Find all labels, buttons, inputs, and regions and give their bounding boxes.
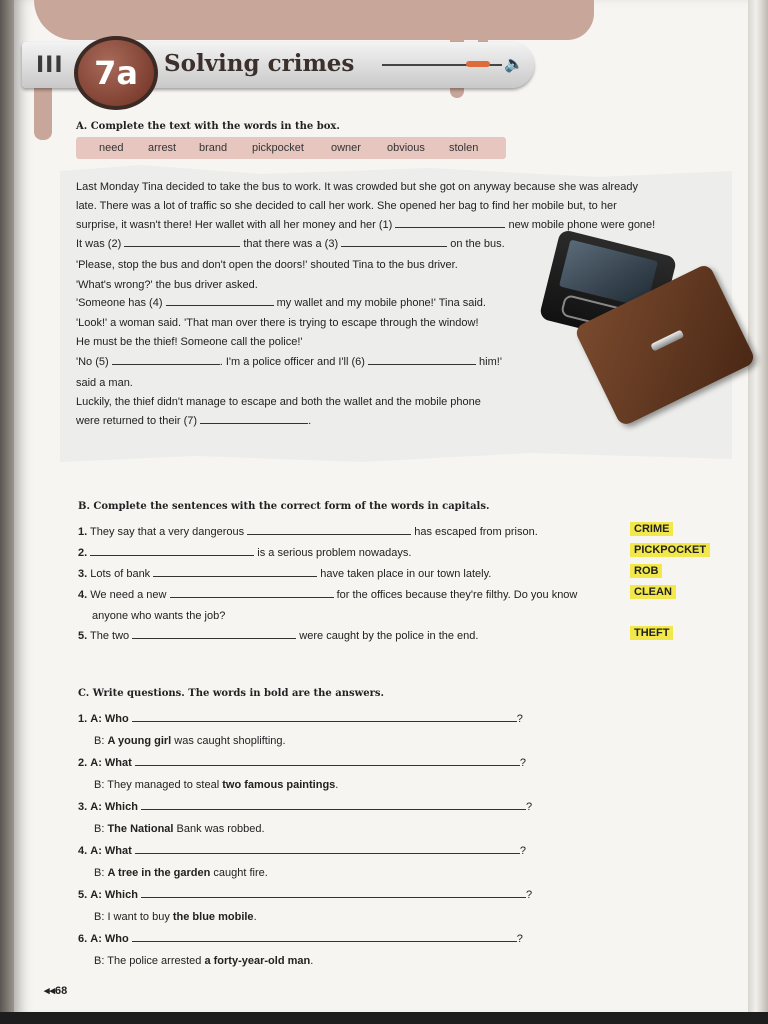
capital-word-tag: PICKPOCKET: [630, 543, 710, 557]
text-fragment: have taken place in our town lately.: [317, 568, 492, 580]
answer-text: .: [253, 911, 257, 923]
text-fragment: that there was a (3): [240, 238, 342, 250]
question-mark: ?: [525, 889, 533, 901]
answer-text: was caught shoplifting.: [171, 735, 286, 747]
back-arrows-icon: ◂◂: [44, 985, 56, 997]
text-line: 'What's wrong?' the bus driver asked.: [76, 279, 258, 291]
section-a-heading: A. Complete the text with the words in the box.: [76, 121, 340, 132]
paint-drip-decoration: [34, 0, 594, 40]
sentence-row: [78, 568, 491, 580]
text-fragment: It was (2): [76, 238, 125, 250]
text-line: He must be the thief! Someone call the police!': [76, 336, 303, 348]
page-number-text: 68: [55, 985, 68, 997]
answer-text: B: They managed to steal: [94, 779, 223, 791]
item-number: 5.: [78, 630, 88, 642]
word-box-word: need: [99, 142, 124, 154]
question-mark: ?: [516, 933, 523, 945]
speaker-a: A: Who: [90, 933, 129, 945]
item-number: 3.: [78, 801, 88, 813]
page-title: Solving crimes: [164, 50, 355, 77]
text-fragment: new mobile phone were gone!: [505, 219, 656, 231]
blank-7[interactable]: [200, 423, 308, 424]
audio-slider: [466, 61, 490, 67]
text-line: [76, 297, 486, 309]
word-box-word: brand: [199, 142, 228, 154]
item-number: 3.: [78, 568, 88, 580]
text-fragment: surprise, it wasn't there! Her wallet with all her money and her (1): [76, 219, 396, 231]
blank-2[interactable]: [124, 246, 240, 247]
question-row: [78, 713, 523, 725]
answer-bold: a forty-year-old man: [204, 955, 311, 967]
capital-word-tag: CLEAN: [630, 585, 676, 599]
answer-bold: The National: [107, 823, 174, 835]
text-fragment: 'Someone has (4): [76, 297, 166, 309]
sentence-continuation: anyone who wants the job?: [92, 610, 226, 622]
text-line: [76, 238, 505, 250]
question-row: [78, 933, 523, 945]
capital-word-tag: THEFT: [630, 626, 673, 640]
blank-1[interactable]: [395, 227, 505, 228]
question-row: [78, 801, 532, 813]
answer-text: .: [335, 779, 339, 791]
item-number: 2.: [78, 547, 88, 559]
page-edge: [748, 0, 768, 1024]
text-fragment: my wallet and my mobile phone!' Tina said.: [273, 297, 486, 309]
paint-drip-decoration: [34, 80, 52, 140]
blank-b1[interactable]: [247, 534, 411, 535]
sentence-row: [78, 630, 478, 642]
question-mark: ?: [525, 801, 533, 813]
sentence-row: [78, 547, 411, 559]
text-fragment: . I'm a police officer and I'll (6): [219, 356, 368, 368]
question-blank[interactable]: [132, 721, 517, 722]
text-fragment: We need a new: [90, 589, 170, 601]
text-fragment: for the offices because they're filthy. Do you know: [333, 589, 578, 601]
item-number: 4.: [78, 845, 88, 857]
text-line: [76, 356, 502, 368]
question-mark: ?: [516, 713, 523, 725]
blank-b5[interactable]: [132, 638, 296, 639]
capital-word-tag: CRIME: [630, 522, 673, 536]
question-mark: ?: [519, 757, 526, 769]
text-fragment: were returned to their (7): [76, 415, 201, 427]
answer-text: B:: [94, 867, 108, 879]
word-box-word: owner: [331, 142, 361, 154]
text-fragment: Lots of bank: [90, 568, 154, 580]
item-number: 4.: [78, 589, 88, 601]
answer-bold: A tree in the garden: [107, 867, 211, 879]
text-line: said a man.: [76, 377, 133, 389]
question-row: [78, 757, 526, 769]
wallet-clasp: [650, 330, 684, 352]
text-fragment: .: [308, 415, 312, 427]
page-number: [44, 984, 67, 997]
item-number: 2.: [78, 757, 88, 769]
text-fragment: him!': [476, 356, 502, 368]
question-blank[interactable]: [141, 897, 526, 898]
item-number: 5.: [78, 889, 88, 901]
page-bottom-edge: [0, 1012, 768, 1024]
answer-text: B:: [94, 823, 108, 835]
blank-6[interactable]: [368, 364, 476, 365]
text-line: late. There was a lot of traffic so she decided to call her work. She opened her bag to find her mobile but, to her: [76, 200, 617, 212]
word-box-word: obvious: [387, 142, 425, 154]
question-row: [78, 845, 526, 857]
answer-row: [94, 735, 286, 747]
text-line: Luckily, the thief didn't manage to escape and both the wallet and the mobile phone: [76, 396, 481, 408]
sentence-row: [78, 526, 538, 538]
text-fragment: They say that a very dangerous: [90, 526, 248, 538]
speaker-a: A: Which: [90, 889, 138, 901]
capital-word-tag: ROB: [630, 564, 662, 578]
answer-row: [94, 911, 257, 923]
text-fragment: is a serious problem nowadays.: [254, 547, 412, 559]
blank-b4[interactable]: [170, 597, 334, 598]
question-blank[interactable]: [141, 809, 526, 810]
text-line: 'Look!' a woman said. 'That man over there is trying to escape through the window!: [76, 317, 479, 329]
section-c-heading: C. Write questions. The words in bold are the answers.: [78, 688, 385, 699]
question-mark: ?: [519, 845, 526, 857]
text-fragment: 'No (5): [76, 356, 112, 368]
unit-badge: [74, 36, 158, 110]
word-box-word: arrest: [148, 142, 177, 154]
blank-b3[interactable]: [153, 576, 317, 577]
answer-row: [94, 867, 268, 879]
answer-bold: the blue mobile: [172, 911, 254, 923]
answer-row: [94, 779, 338, 791]
answer-text: B: I want to buy: [94, 911, 173, 923]
text-fragment: The two: [90, 630, 133, 642]
question-blank[interactable]: [135, 765, 520, 766]
answer-text: caught fire.: [210, 867, 268, 879]
blank-b2[interactable]: [90, 555, 254, 556]
level-bars: III: [36, 53, 64, 78]
text-line: 'Please, stop the bus and don't open the doors!' shouted Tina to the bus driver.: [76, 259, 458, 271]
text-fragment: has escaped from prison.: [411, 526, 538, 538]
blank-4[interactable]: [166, 305, 274, 306]
answer-text: Bank was robbed.: [173, 823, 265, 835]
question-blank[interactable]: [132, 941, 517, 942]
blank-3[interactable]: [341, 246, 447, 247]
speaker-a: A: What: [90, 845, 132, 857]
item-number: 1.: [78, 526, 88, 538]
text-line: [76, 219, 655, 231]
answer-bold: A young girl: [107, 735, 172, 747]
word-box-word: stolen: [449, 142, 479, 154]
text-line: [76, 415, 311, 427]
sentence-row: [78, 589, 577, 601]
unit-number: 7a: [94, 54, 138, 92]
blank-5[interactable]: [112, 364, 220, 365]
item-number: 6.: [78, 933, 88, 945]
answer-bold: two famous paintings: [222, 779, 336, 791]
speaker-a: A: What: [90, 757, 132, 769]
answer-row: [94, 823, 265, 835]
book-spine: [0, 0, 14, 1024]
section-b-heading: B. Complete the sentences with the correct form of the words in capitals.: [78, 501, 490, 512]
word-box-word: pickpocket: [252, 142, 304, 154]
text-line: Last Monday Tina decided to take the bus to work. It was crowded but she got on anyway because she was already: [76, 181, 638, 193]
item-number: 1.: [78, 713, 88, 725]
text-fragment: on the bus.: [447, 238, 505, 250]
answer-row: [94, 955, 313, 967]
question-blank[interactable]: [135, 853, 520, 854]
question-row: [78, 889, 532, 901]
speaker-a: A: Which: [90, 801, 138, 813]
answer-text: B:: [94, 735, 108, 747]
speaker-a: A: Who: [90, 713, 129, 725]
text-fragment: were caught by the police in the end.: [296, 630, 479, 642]
speaker-icon: 🔈: [504, 56, 524, 73]
answer-text: .: [310, 955, 314, 967]
answer-text: B: The police arrested: [94, 955, 205, 967]
